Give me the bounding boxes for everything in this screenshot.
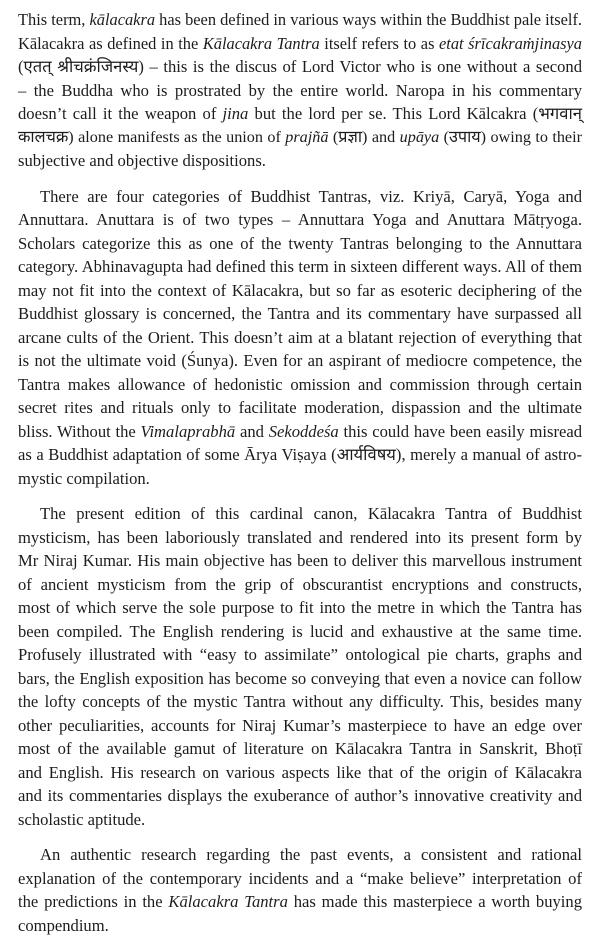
text-line: [18, 326, 582, 350]
italic-text: Kālacakra Tantra: [203, 34, 320, 53]
text-line: [18, 620, 582, 644]
text-line: [18, 232, 582, 256]
text-line: [18, 302, 582, 326]
text-run: and its commentaries displays the exuberance of author’s innovative creativity and: [18, 786, 582, 805]
text-run: Tantra makes allowance of hedonistic omission and commission through certain: [18, 375, 582, 394]
text-run: the lofty concepts of the mystic Tantra without any difficulty. This, besides many: [18, 692, 582, 711]
text-run: but the lord per se. This Lord Kālcakra (भगवान्: [248, 104, 582, 123]
text-run: – the Buddha who is prostrated by the entire world. Naropa in his commentary: [18, 81, 582, 100]
text-run: scholastic aptitude.: [18, 810, 145, 829]
text-run: Scholars categorize this as one of the twenty Tantras belonging to the Annuttara: [18, 234, 582, 253]
text-line: [18, 443, 582, 467]
text-line: [18, 79, 582, 103]
text-run: and: [235, 422, 268, 441]
text-run: doesn’t call it the weapon of: [18, 104, 223, 123]
text-line: [18, 714, 582, 738]
text-run: itself refers to as: [320, 34, 439, 53]
text-line: [18, 208, 582, 232]
text-run: compendium.: [18, 916, 109, 935]
body-paragraph: [18, 843, 582, 937]
text-run: (उपाय) owing to their: [439, 128, 582, 146]
text-line: [18, 690, 582, 714]
text-line: [18, 149, 582, 173]
italic-text: prajñā: [285, 128, 328, 146]
text-line: [18, 890, 582, 914]
text-line: [18, 102, 582, 126]
text-run: has been defined in various ways within the Buddhist pale itself.: [155, 10, 582, 29]
text-run: subjective and objective dispositions.: [18, 151, 266, 170]
text-run: been compiled. The English rendering is lucid and exhaustive at the same time.: [18, 622, 582, 641]
text-run: most of which serve the sole purpose to fit into the metre in which the Tantra has: [18, 598, 582, 617]
text-line: [18, 596, 582, 620]
text-run: कालचक्र) alone manifests as the union of: [18, 128, 285, 146]
italic-text: Vimalaprabhā: [141, 422, 236, 441]
text-line: [18, 467, 582, 491]
text-line: [18, 55, 582, 79]
text-line: [18, 526, 582, 550]
text-run: explanation of the contemporary incidents and a “make believe” interpretation of: [18, 869, 582, 888]
text-run: the predictions in the: [18, 892, 168, 911]
text-line: [18, 8, 582, 32]
text-run: other peculiarities, accounts for Niraj Kumar’s masterpiece to have an edge over: [18, 716, 582, 735]
text-line: [18, 643, 582, 667]
italic-text: kālacakra: [89, 10, 155, 29]
text-line: [18, 349, 582, 373]
text-line: [18, 843, 582, 867]
body-paragraph: [18, 8, 582, 173]
text-run: This term,: [18, 10, 89, 29]
text-run: category. Abhinavagupta had defined this term in sixteen different ways. All of them: [18, 257, 582, 276]
text-line: [18, 914, 582, 937]
text-line: [18, 808, 582, 832]
text-run: (एतत् श्रीचक्रंजिनस्य) – this is the discus of Lord Victor who is one without a second: [18, 57, 582, 76]
text-line: [18, 549, 582, 573]
text-run: this could have been easily misread: [339, 422, 582, 441]
text-run: (प्रज्ञा) and: [328, 128, 399, 146]
italic-text: jina: [223, 104, 249, 123]
text-line: [18, 420, 582, 444]
text-line: [18, 784, 582, 808]
text-line: [18, 279, 582, 303]
text-line: [18, 667, 582, 691]
text-line: [18, 761, 582, 785]
text-run: bliss. Without the: [18, 422, 141, 441]
body-paragraph: [18, 185, 582, 491]
italic-text: upāya: [400, 128, 440, 146]
text-run: An authentic research regarding the past events, a consistent and rational: [40, 845, 582, 864]
text-line: [18, 32, 582, 56]
italic-text: Kālacakra Tantra: [168, 892, 288, 911]
text-line: [18, 573, 582, 597]
text-line: [18, 126, 582, 150]
text-run: The present edition of this cardinal canon, Kālacakra Tantra of Buddhist: [40, 504, 582, 523]
text-run: Mr Niraj Kumar. His main objective has been to deliver this marvellous instrument: [18, 551, 582, 570]
text-run: as a Buddhist adaptation of some Ārya Viṣaya (आर्यविषय), merely a manual of astro-: [18, 445, 582, 464]
text-run: bars, the English exposition has become so conveying that even a novice can follow: [18, 669, 582, 688]
text-run: has made this masterpiece a worth buying: [288, 892, 582, 911]
text-run: mysticism, has been laboriously translated and rendered into its present form by: [18, 528, 582, 547]
text-run: secret rites and rituals only to facilitate moderation, dispassion and the ultimate: [18, 398, 582, 417]
text-run: most of the available gamut of literature on Kālacakra Tantra in Sanskrit, Bhoṭī: [18, 739, 582, 758]
text-run: Buddhist glossary is concerned, the Tantra and its commentary have surpassed all: [18, 304, 582, 323]
text-run: arcane cults of the Orient. This doesn’t aim at a blatant rejection of everything that: [18, 328, 582, 347]
text-run: and English. His research on various aspects like that of the origin of Kālacakra: [18, 763, 582, 782]
text-run: is not the ultimate void (Śunya). Even for an aspirant of mediocre competence, the: [18, 351, 582, 370]
text-line: [18, 185, 582, 209]
text-line: [18, 373, 582, 397]
body-paragraph: [18, 502, 582, 831]
text-run: may not fit into the context of Kālacakra, but so far as esoteric deciphering of the: [18, 281, 582, 300]
text-line: [18, 867, 582, 891]
text-line: [18, 502, 582, 526]
italic-text: etat śrīcakraṁjinasya: [439, 34, 582, 53]
text-line: [18, 737, 582, 761]
text-run: Kālacakra as defined in the: [18, 34, 203, 53]
text-run: There are four categories of Buddhist Tantras, viz. Kriyā, Caryā, Yoga and: [40, 187, 582, 206]
italic-text: Sekoddeśa: [269, 422, 339, 441]
text-line: [18, 396, 582, 420]
text-run: Profusely illustrated with “easy to assimilate” ontological pie charts, graphs and: [18, 645, 582, 664]
text-run: of ancient mysticism from the grip of obscurantist encryptions and constructs,: [18, 575, 582, 594]
text-run: mystic compilation.: [18, 469, 150, 488]
text-line: [18, 255, 582, 279]
text-run: Annuttara. Anuttara is of two types – Annuttara Yoga and Anuttara Mātṛyoga.: [18, 210, 582, 229]
